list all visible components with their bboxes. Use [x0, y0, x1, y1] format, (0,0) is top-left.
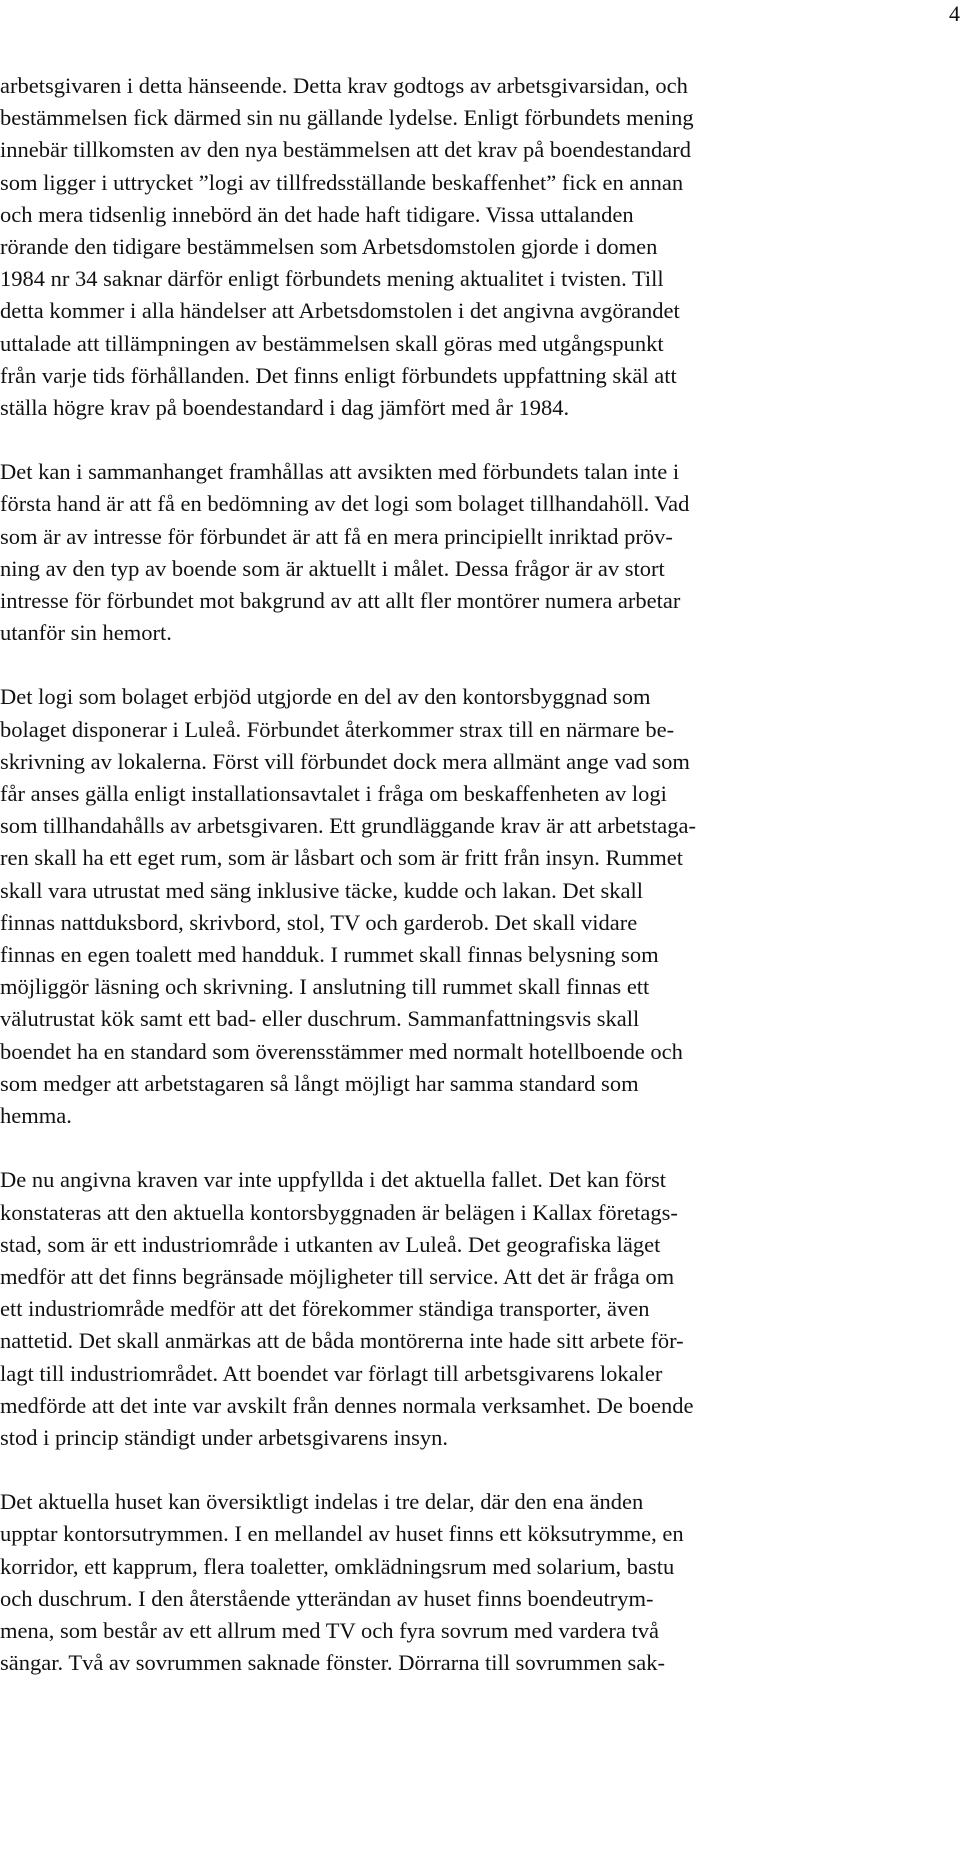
text-line: medför att det finns begränsade möjligheter till service. Att det är fråga om	[0, 1263, 675, 1289]
text-line: ning av den typ av boende som är aktuellt i målet. Dessa frågor är av stort	[0, 555, 665, 581]
text-line: möjliggör läsning och skrivning. I anslutning till rummet skall finnas ett	[0, 974, 650, 1000]
text-line: sängar. Två av sovrummen saknade fönster. Dörrarna till sovrummen sak-	[0, 1650, 666, 1676]
page-number: 4	[949, 1, 960, 26]
text-line: intresse för förbundet mot bakgrund av att allt fler montörer numera arbetar	[0, 588, 681, 614]
text-line: ren skall ha ett eget rum, som är låsbart och som är fritt från insyn. Rummet	[0, 845, 683, 871]
text-line: detta kommer i alla händelser att Arbetsdomstolen i det angivna avgörandet	[0, 298, 680, 324]
text-line: ett industriområde medför att det förekommer ständiga transporter, även	[0, 1296, 650, 1322]
text-line: stad, som är ett industriområde i utkanten av Luleå. Det geografiska läget	[0, 1231, 661, 1257]
text-line: nattetid. Det skall anmärkas att de båda montörerna inte hade sitt arbete för-	[0, 1328, 684, 1354]
text-line: lagt till industriområdet. Att boendet var förlagt till arbetsgivarens lokaler	[0, 1360, 663, 1386]
text-line: skall vara utrustat med säng inklusive täcke, kudde och lakan. Det skall	[0, 877, 643, 903]
text-line: Det kan i sammanhanget framhållas att avsikten med förbundets talan inte i	[0, 459, 680, 485]
text-line: upptar kontorsutrymmen. I en mellandel av huset finns ett köksutrymme, en	[0, 1521, 684, 1547]
text-line: skrivning av lokalerna. Först vill förbundet dock mera allmänt ange vad som	[0, 748, 690, 774]
text-line: konstateras att den aktuella kontorsbyggnaden är belägen i Kallax företags-	[0, 1199, 678, 1225]
text-line: 1984 nr 34 saknar därför enligt förbundets mening aktualitet i tvisten. Till	[0, 266, 664, 292]
paragraph-1	[0, 70, 930, 424]
text-line: medförde att det inte var avskilt från dennes normala verksamhet. De boende	[0, 1392, 694, 1418]
text-line: hemma.	[0, 1103, 72, 1129]
text-line: rörande den tidigare bestämmelsen som Arbetsdomstolen gjorde i domen	[0, 234, 658, 260]
text-line: arbetsgivaren i detta hänseende. Detta krav godtogs av arbetsgivarsidan, och	[0, 73, 688, 98]
text-line: finnas nattduksbord, skrivbord, stol, TV och garderob. Det skall vidare	[0, 909, 638, 935]
text-line: som är av intresse för förbundet är att få en mera principiellt inriktad pröv-	[0, 523, 673, 549]
document-body	[0, 70, 930, 1711]
text-line: innebär tillkomsten av den nya bestämmelsen att det krav på boendestandard	[0, 137, 692, 163]
text-line: och duschrum. I den återstående ytterändan av huset finns boendeutrym-	[0, 1585, 654, 1611]
text-line: bolaget disponerar i Luleå. Förbundet återkommer strax till en närmare be-	[0, 716, 675, 742]
text-line: finnas en egen toalett med handduk. I rummet skall finnas belysning som	[0, 942, 659, 968]
text-line: och mera tidsenlig innebörd än det hade haft tidigare. Vissa uttalanden	[0, 201, 634, 227]
paragraph-4	[0, 1164, 930, 1454]
text-line: uttalade att tillämpningen av bestämmelsen skall göras med utgångspunkt	[0, 330, 664, 356]
text-line: mena, som består av ett allrum med TV och fyra sovrum med vardera två	[0, 1617, 659, 1643]
paragraph-5	[0, 1486, 930, 1679]
paragraph-3	[0, 681, 930, 1132]
text-line: som medger att arbetstagaren så långt möjligt har samma standard som	[0, 1070, 639, 1096]
text-line: stod i princip ständigt under arbetsgivarens insyn.	[0, 1424, 449, 1450]
text-line: boendet ha en standard som överensstämmer med normalt hotellboende och	[0, 1038, 683, 1064]
text-line: från varje tids förhållanden. Det finns enligt förbundets uppfattning skäl att	[0, 362, 677, 388]
text-line: korridor, ett kapprum, flera toaletter, omklädningsrum med solarium, bastu	[0, 1553, 675, 1579]
text-line: utanför sin hemort.	[0, 620, 172, 646]
text-line: som tillhandahålls av arbetsgivaren. Ett grundläggande krav är att arbetstaga-	[0, 813, 696, 839]
text-line: får anses gälla enligt installationsavtalet i fråga om beskaffenheten av logi	[0, 781, 667, 807]
text-line: Det aktuella huset kan översiktligt indelas i tre delar, där den ena änden	[0, 1489, 644, 1515]
paragraph-2	[0, 456, 930, 649]
text-line: som ligger i uttrycket ”logi av tillfredsställande beskaffenhet” fick en annan	[0, 169, 684, 195]
text-line: ställa högre krav på boendestandard i dag jämfört med år 1984.	[0, 395, 570, 421]
text-line: första hand är att få en bedömning av det logi som bolaget tillhandahöll. Vad	[0, 491, 690, 517]
text-line: bestämmelsen fick därmed sin nu gällande lydelse. Enligt förbundets mening	[0, 105, 694, 131]
text-line: välutrustat kök samt ett bad- eller duschrum. Sammanfattningsvis skall	[0, 1006, 640, 1032]
text-line: De nu angivna kraven var inte uppfyllda i det aktuella fallet. Det kan först	[0, 1167, 667, 1193]
text-line: Det logi som bolaget erbjöd utgjorde en del av den kontorsbyggnad som	[0, 684, 651, 710]
